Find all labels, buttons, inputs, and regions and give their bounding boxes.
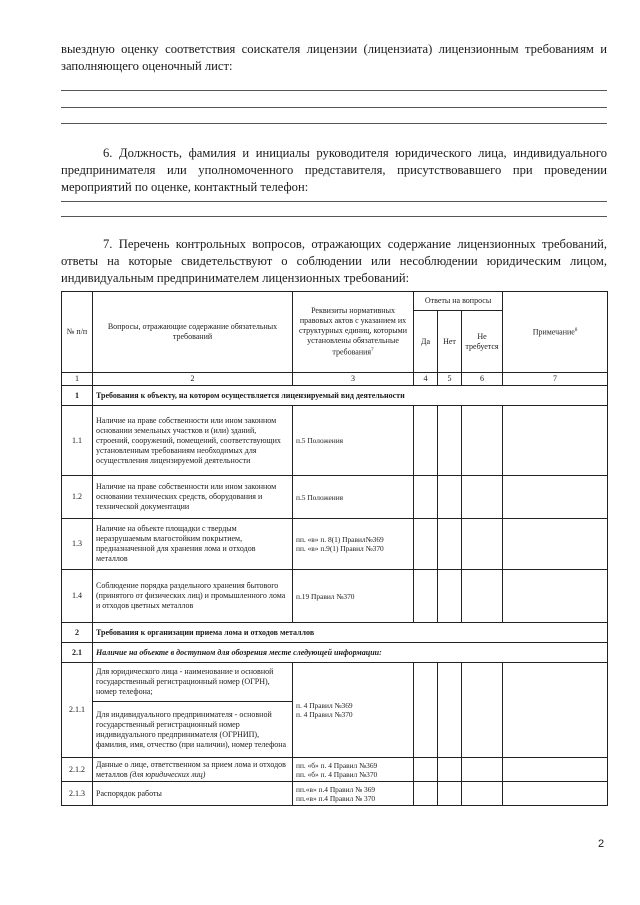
col-number: 7 <box>503 373 608 386</box>
answer-no-cell[interactable] <box>438 406 462 476</box>
header-yes: Да <box>414 311 438 373</box>
header-not-required: Не требуется <box>462 311 503 373</box>
note-cell[interactable] <box>503 519 608 570</box>
row-num: 2.1.3 <box>62 782 93 806</box>
answer-no-cell[interactable] <box>438 663 462 758</box>
header-requisites-sup: 7 <box>371 348 374 354</box>
fill-line <box>61 123 607 124</box>
header-requisites-text: Реквизиты нормативных правовых актов с указанием их структурных единиц, которыми установлены обязательные требования <box>299 306 407 357</box>
table-row <box>62 519 608 570</box>
note-cell[interactable] <box>503 758 608 782</box>
subsection-title: Наличие на объекте в доступном для обозрения месте следующей информации: <box>93 643 608 663</box>
answer-no-cell[interactable] <box>438 782 462 806</box>
row-question: Наличие на объекте площадки с твердым неразрушаемым влагостойким покрытием, предназначенной для хранения лома и отходов металлов <box>93 519 293 570</box>
answer-no-cell[interactable] <box>438 476 462 519</box>
row-question-text: Данные о лице, ответственном за прием лома и отходов металлов <box>96 759 286 779</box>
col-number: 5 <box>438 373 462 386</box>
section-row <box>62 623 608 643</box>
requisite-line: пп. «б» п. 4 Правил №370 <box>296 769 378 779</box>
requisite-line: пп. «б» п. 4 Правил №369 <box>296 760 378 770</box>
col-number: 2 <box>93 373 293 386</box>
header-num: № п/п <box>62 292 93 373</box>
row-question: Соблюдение порядка раздельного хранения бытового (принятого от физических лиц) и промышленного лома и отходов цветных металлов <box>93 570 293 623</box>
row-num: 1.3 <box>62 519 93 570</box>
note-cell[interactable] <box>503 663 608 758</box>
answer-no-cell[interactable] <box>438 519 462 570</box>
row-requisites <box>293 758 414 782</box>
answer-yes-cell[interactable] <box>414 758 438 782</box>
note-cell[interactable] <box>503 476 608 519</box>
header-no: Нет <box>438 311 462 373</box>
row-requisites <box>293 663 414 758</box>
section-num: 1 <box>62 386 93 406</box>
requisite-line: пп. «в» п. 8(1) Правил№369 <box>296 535 384 544</box>
requisite-line: п. 4 Правил №370 <box>296 710 353 719</box>
requisite-line: п. 4 Правил №369 <box>296 701 353 710</box>
row-question: Распорядок работы <box>93 782 293 806</box>
fill-line <box>61 216 607 217</box>
answer-yes-cell[interactable] <box>414 519 438 570</box>
fill-line <box>61 90 607 91</box>
answer-not-required-cell[interactable] <box>462 570 503 623</box>
section-row <box>62 386 608 406</box>
header-note <box>503 292 608 373</box>
table-row <box>62 476 608 519</box>
table-row <box>62 782 608 806</box>
row-question-italic: (для юридических лиц) <box>129 769 206 779</box>
row-requisites <box>293 519 414 570</box>
answer-yes-cell[interactable] <box>414 476 438 519</box>
answer-yes-cell[interactable] <box>414 570 438 623</box>
answer-not-required-cell[interactable] <box>462 406 503 476</box>
item7-paragraph <box>61 236 607 287</box>
note-cell[interactable] <box>503 570 608 623</box>
section-title: Требования к объекту, на котором осуществляется лицензируемый вид деятельности <box>93 386 608 406</box>
header-note-sup: 8 <box>574 328 578 334</box>
header-requisites <box>293 292 414 373</box>
requisite-line: пп. «в» п.9(1) Правил №370 <box>296 544 384 553</box>
intro-paragraph: выездную оценку соответствия соискателя лицензии (лицензиата) лицензионным требованиям и заполняющего оценочный лист: <box>61 42 607 73</box>
fill-line <box>61 107 607 108</box>
item6-text: 6. Должность, фамилия и инициалы руководителя юридического лица, индивидуального предпринимателя или уполномоченного представителя, присутствовавшего при проведении мероприятий по оценке, контактный телефон: <box>61 146 607 194</box>
row-requisites <box>293 782 414 806</box>
row-requisites: п.5 Положения <box>293 406 414 476</box>
header-note-text: Примечание <box>532 327 575 337</box>
checklist-table <box>61 291 608 806</box>
row-num: 1.2 <box>62 476 93 519</box>
item6-paragraph <box>61 145 607 196</box>
item7-text: 7. Перечень контрольных вопросов, отражающих содержание лицензионных требований, ответы на которые свидетельствуют о соблюдении или несоблюдении юридическим лицом, индивидуальным предпринимателем лицензионных требований: <box>61 237 607 285</box>
col-number: 1 <box>62 373 93 386</box>
answer-yes-cell[interactable] <box>414 782 438 806</box>
col-number: 6 <box>462 373 503 386</box>
table-row <box>62 570 608 623</box>
row-num: 2.1.2 <box>62 758 93 782</box>
note-cell[interactable] <box>503 782 608 806</box>
table-row <box>62 758 608 782</box>
header-questions: Вопросы, отражающие содержание обязательных требований <box>93 292 293 373</box>
answer-yes-cell[interactable] <box>414 406 438 476</box>
table-row <box>62 663 608 702</box>
subsection-num: 2.1 <box>62 643 93 663</box>
answer-not-required-cell[interactable] <box>462 519 503 570</box>
row-question <box>93 758 293 782</box>
note-cell[interactable] <box>503 406 608 476</box>
section-title: Требования к организации приема лома и отходов металлов <box>93 623 608 643</box>
requisite-line: пп.«в» п.4 Правил № 370 <box>296 793 376 803</box>
row-question: Наличие на праве собственности или ином законном основании земельных участков и (или) зданий, строений, сооружений, помещений, соответствующих установленным требованиям необходимых для осуществления лицензируемой деятельности <box>93 406 293 476</box>
row-num: 1.4 <box>62 570 93 623</box>
row-num: 1.1 <box>62 406 93 476</box>
table-row <box>62 406 608 476</box>
row-question: Для индивидуального предпринимателя - основной государственный регистрационный номер индивидуального предпринимателя (ОГРНИП), фамилия, имя, отчество (при наличии), номер телефона <box>93 702 293 758</box>
row-requisites: п.19 Правил №370 <box>293 570 414 623</box>
answer-no-cell[interactable] <box>438 570 462 623</box>
answer-yes-cell[interactable] <box>414 663 438 758</box>
requisite-line: пп.«в» п.4 Правил № 369 <box>296 784 376 794</box>
fill-line <box>61 201 607 202</box>
column-number-row <box>62 373 608 386</box>
col-number: 4 <box>414 373 438 386</box>
answer-not-required-cell[interactable] <box>462 663 503 758</box>
answer-not-required-cell[interactable] <box>462 476 503 519</box>
answer-no-cell[interactable] <box>438 758 462 782</box>
row-requisites: п.5 Положения <box>293 476 414 519</box>
row-num: 2.1.1 <box>62 663 93 758</box>
subsection-row <box>62 643 608 663</box>
section-num: 2 <box>62 623 93 643</box>
header-answers: Ответы на вопросы <box>414 292 503 311</box>
answer-not-required-cell[interactable] <box>462 758 503 782</box>
answer-not-required-cell[interactable] <box>462 782 503 806</box>
row-question: Для юридического лица - наименование и основной государственный регистрационный номер (ОГРН), номер телефона; <box>93 663 293 702</box>
page-number: 2 <box>598 838 605 850</box>
row-question: Наличие на праве собственности или ином законном основании технических средств, оборудования и технической документации <box>93 476 293 519</box>
col-number: 3 <box>293 373 414 386</box>
